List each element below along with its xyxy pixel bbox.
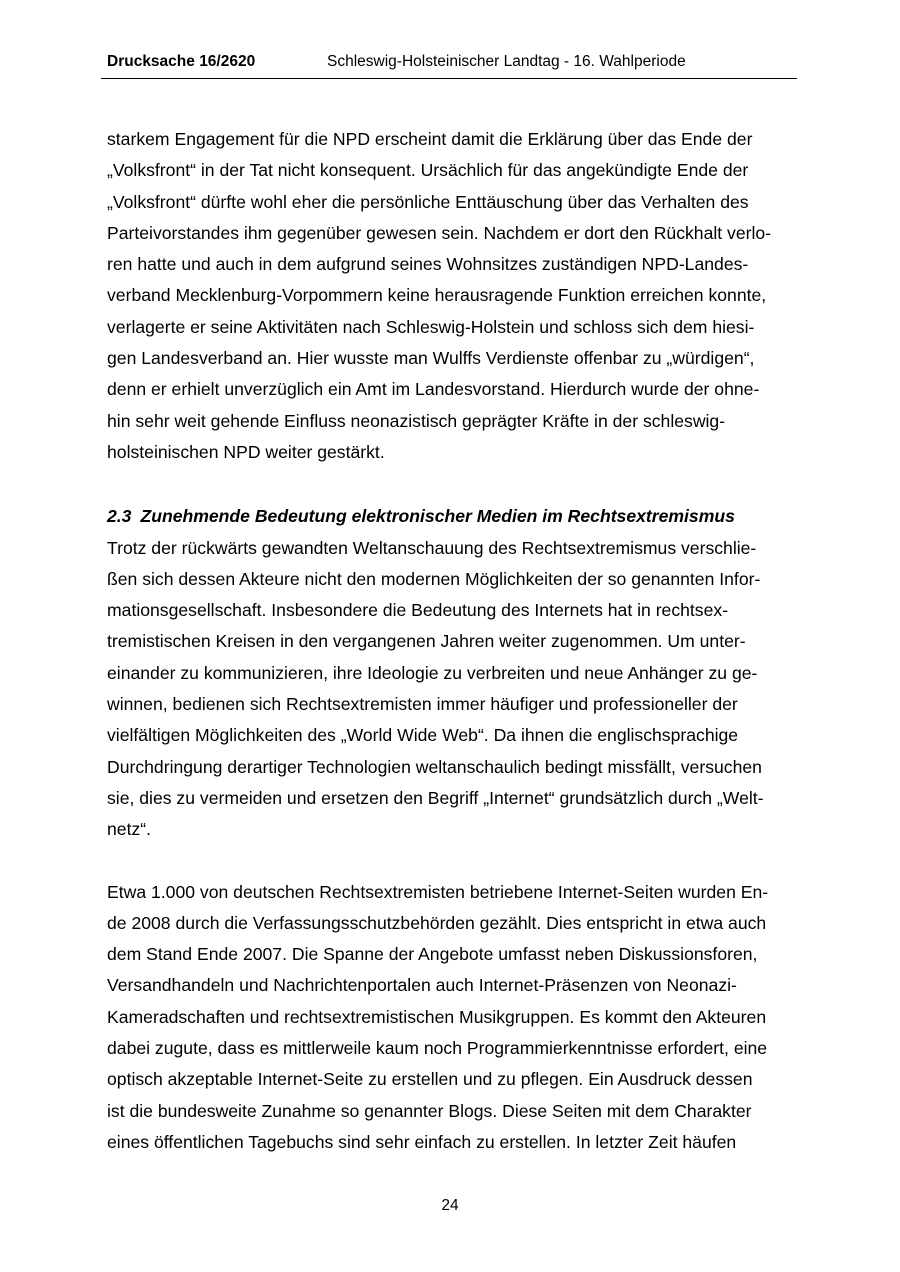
text-line: Versandhandeln und Nachrichtenportalen auch Internet-Präsenzen von Neonazi- bbox=[107, 975, 737, 996]
text-line: ßen sich dessen Akteure nicht den modernen Möglichkeiten der so genannten Infor- bbox=[107, 568, 761, 589]
header-title: Schleswig-Holsteinischer Landtag - 16. Wahlperiode bbox=[327, 53, 686, 70]
text-line: netz“. bbox=[107, 819, 152, 840]
text-line: verlagerte er seine Aktivitäten nach Schleswig-Holstein und schloss sich dem hiesi- bbox=[107, 316, 755, 337]
text-line: denn er erhielt unverzüglich ein Amt im Landesvorstand. Hierdurch wurde der ohne- bbox=[107, 379, 760, 400]
text-line: tremistischen Kreisen in den vergangenen Jahren weiter zugenommen. Um unter- bbox=[107, 631, 746, 652]
text-line: eines öffentlichen Tagebuchs sind sehr einfach zu erstellen. In letzter Zeit häufen bbox=[107, 1131, 737, 1152]
text-line: sie, dies zu vermeiden und ersetzen den Begriff „Internet“ grundsätzlich durch „Welt- bbox=[107, 787, 764, 808]
text-line: dabei zugute, dass es mittlerweile kaum noch Programmierkenntnisse erfordert, eine bbox=[107, 1038, 768, 1059]
text-line: „Volksfront“ dürfte wohl eher die persönliche Enttäuschung über das Verhalten des bbox=[107, 191, 749, 212]
paragraph-2 bbox=[107, 533, 797, 846]
text-line: „Volksfront“ in der Tat nicht konsequent. Ursächlich für das angekündigte Ende der bbox=[107, 160, 749, 181]
text-line: dem Stand Ende 2007. Die Spanne der Angebote umfasst neben Diskussionsforen, bbox=[107, 944, 758, 965]
text-line: Etwa 1.000 von deutschen Rechtsextremisten betriebene Internet-Seiten wurden En- bbox=[107, 881, 769, 902]
text-line: optisch akzeptable Internet-Seite zu erstellen und zu pflegen. Ein Ausdruck dessen bbox=[107, 1069, 753, 1090]
section-heading bbox=[107, 501, 797, 532]
section-title: Zunehmende Bedeutung elektronischer Medien im Rechtsextremismus bbox=[140, 506, 735, 527]
text-line: ren hatte und auch in dem aufgrund seines Wohnsitzes zuständigen NPD-Landes- bbox=[107, 254, 749, 275]
text-line: holsteinischen NPD weiter gestärkt. bbox=[107, 441, 385, 462]
text-line: Durchdringung derartiger Technologien weltanschaulich bedingt missfällt, versuchen bbox=[107, 756, 762, 777]
text-line: Parteivorstandes ihm gegenüber gewesen sein. Nachdem er dort den Rückhalt verlo- bbox=[107, 222, 772, 243]
text-line: mationsgesellschaft. Insbesondere die Bedeutung des Internets hat in rechtsex- bbox=[107, 600, 729, 621]
page-header bbox=[101, 52, 797, 79]
text-line: verband Mecklenburg-Vorpommern keine herausragende Funktion erreichen konnte, bbox=[107, 285, 767, 306]
page-number: 24 bbox=[441, 1197, 459, 1214]
text-line: Trotz der rückwärts gewandten Weltanschauung des Rechtsextremismus verschlie- bbox=[107, 537, 757, 558]
text-line: de 2008 durch die Verfassungsschutzbehörden gezählt. Dies entspricht in etwa auch bbox=[107, 912, 767, 933]
text-line: ist die bundesweite Zunahme so genannter Blogs. Diese Seiten mit dem Charakter bbox=[107, 1100, 752, 1121]
paragraph-1 bbox=[107, 124, 797, 468]
document-number: Drucksache 16/2620 bbox=[107, 53, 256, 70]
text-line: einander zu kommunizieren, ihre Ideologie zu verbreiten und neue Anhänger zu ge- bbox=[107, 662, 758, 683]
text-line: vielfältigen Möglichkeiten des „World Wide Web“. Da ihnen die englischsprachige bbox=[107, 725, 739, 746]
paragraph-3 bbox=[107, 877, 797, 1159]
text-line: starkem Engagement für die NPD erscheint damit die Erklärung über das Ende der bbox=[107, 129, 753, 149]
text-line: Kameradschaften und rechtsextremistischen Musikgruppen. Es kommt den Akteuren bbox=[107, 1006, 767, 1027]
page-content bbox=[107, 124, 797, 1158]
text-line: hin sehr weit gehende Einfluss neonazistisch geprägter Kräfte in der schleswig- bbox=[107, 410, 726, 431]
text-line: winnen, bedienen sich Rechtsextremisten immer häufiger und professioneller der bbox=[107, 694, 738, 715]
text-line: gen Landesverband an. Hier wusste man Wulffs Verdienste offenbar zu „würdigen“, bbox=[107, 348, 755, 369]
section-number: 2.3 bbox=[107, 506, 132, 527]
